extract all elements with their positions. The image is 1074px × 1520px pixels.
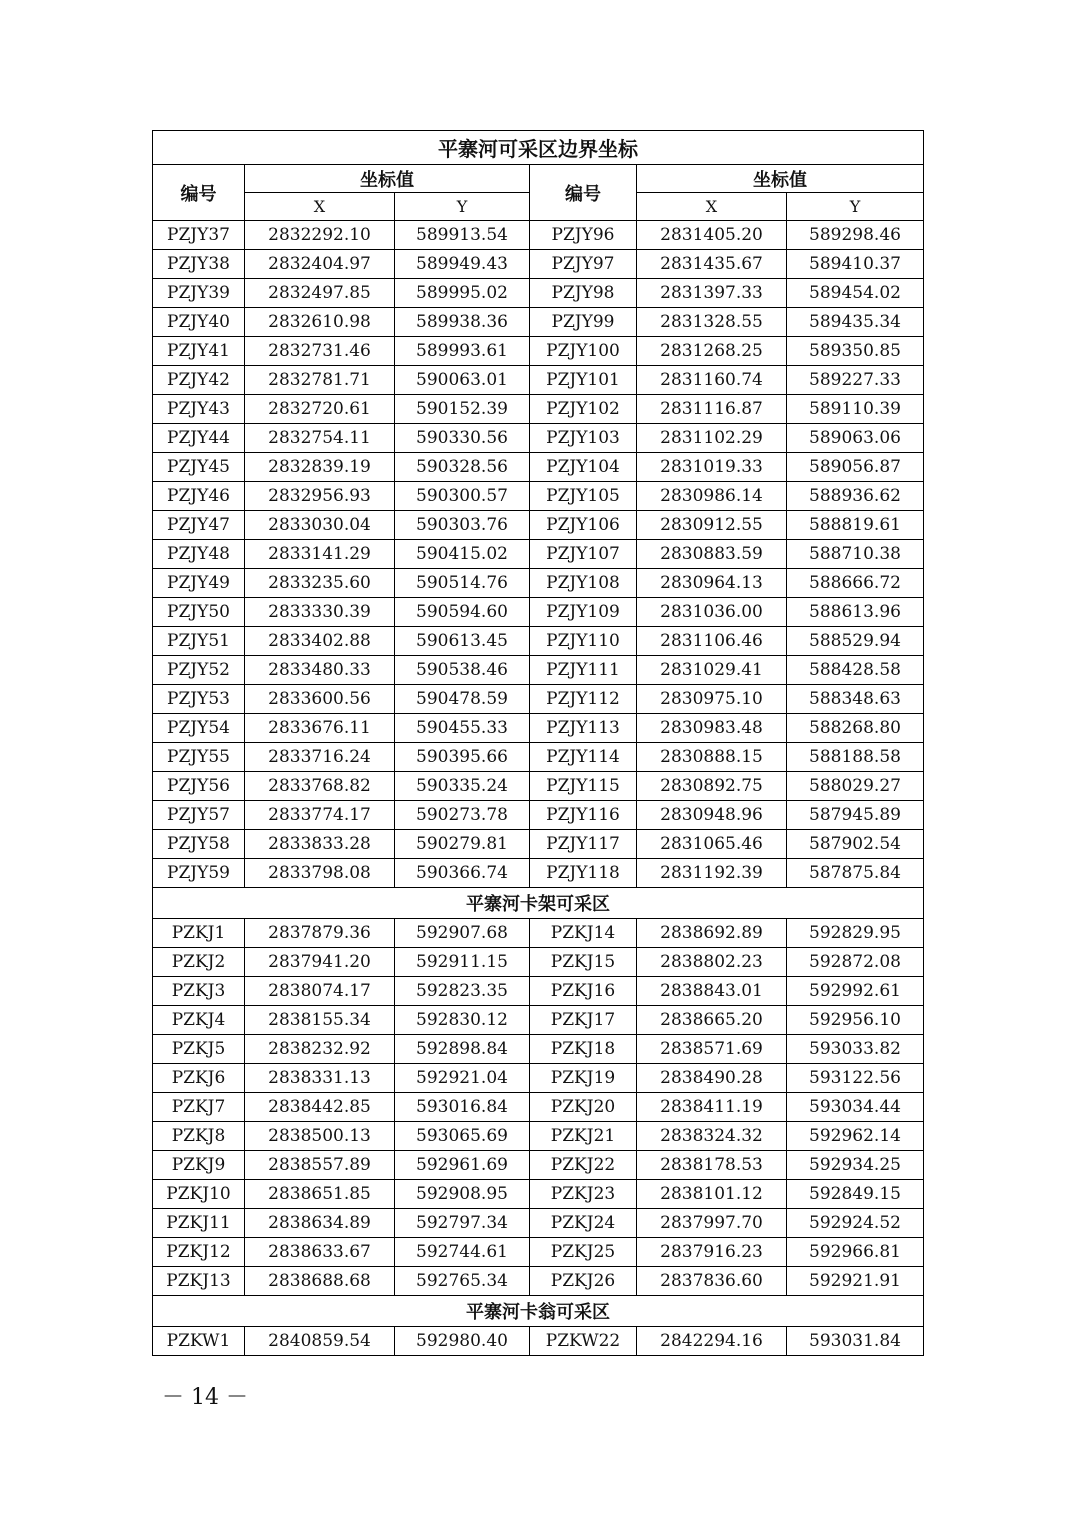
x-value: 2832839.19 — [245, 453, 395, 482]
point-id: PZJY116 — [530, 801, 637, 830]
x-value: 2832497.85 — [245, 279, 395, 308]
y-value: 592924.52 — [787, 1209, 924, 1238]
x-value: 2838692.89 — [637, 919, 787, 948]
point-id: PZJY56 — [153, 772, 245, 801]
x-value: 2831065.46 — [637, 830, 787, 859]
table-row — [153, 540, 924, 569]
y-value: 590152.39 — [395, 395, 530, 424]
point-id: PZJY111 — [530, 656, 637, 685]
point-id: PZJY52 — [153, 656, 245, 685]
y-value: 592872.08 — [787, 948, 924, 977]
point-id: PZJY97 — [530, 250, 637, 279]
x-value: 2832731.46 — [245, 337, 395, 366]
section-header-row — [153, 1296, 924, 1327]
x-value: 2838232.92 — [245, 1035, 395, 1064]
x-value: 2838688.68 — [245, 1267, 395, 1296]
point-id: PZJY57 — [153, 801, 245, 830]
x-value: 2838571.69 — [637, 1035, 787, 1064]
point-id: PZKW1 — [153, 1327, 245, 1356]
table-row — [153, 598, 924, 627]
y-value: 587945.89 — [787, 801, 924, 830]
x-value: 2831435.67 — [637, 250, 787, 279]
y-value: 589227.33 — [787, 366, 924, 395]
x-value: 2833716.24 — [245, 743, 395, 772]
x-value: 2830912.55 — [637, 511, 787, 540]
y-value: 590366.74 — [395, 859, 530, 888]
y-value: 589938.36 — [395, 308, 530, 337]
table-row — [153, 627, 924, 656]
table-row — [153, 453, 924, 482]
x-value: 2838101.12 — [637, 1180, 787, 1209]
x-value: 2837997.70 — [637, 1209, 787, 1238]
section-title: 平寨河卡翁可采区 — [153, 1296, 924, 1327]
x-value: 2838490.28 — [637, 1064, 787, 1093]
y-value: 588029.27 — [787, 772, 924, 801]
point-id: PZKJ4 — [153, 1006, 245, 1035]
point-id: PZJY102 — [530, 395, 637, 424]
y-value: 588936.62 — [787, 482, 924, 511]
point-id: PZKJ3 — [153, 977, 245, 1006]
point-id: PZJY51 — [153, 627, 245, 656]
point-id: PZJY104 — [530, 453, 637, 482]
x-value: 2838324.32 — [637, 1122, 787, 1151]
table-row — [153, 1122, 924, 1151]
header-x-right: X — [637, 193, 787, 221]
table-row — [153, 366, 924, 395]
y-value: 588348.63 — [787, 685, 924, 714]
table-row — [153, 424, 924, 453]
point-id: PZKJ8 — [153, 1122, 245, 1151]
y-value: 593065.69 — [395, 1122, 530, 1151]
point-id: PZKJ22 — [530, 1151, 637, 1180]
y-value: 592849.15 — [787, 1180, 924, 1209]
point-id: PZKJ7 — [153, 1093, 245, 1122]
y-value: 590613.45 — [395, 627, 530, 656]
y-value: 590594.60 — [395, 598, 530, 627]
point-id: PZJY109 — [530, 598, 637, 627]
x-value: 2831029.41 — [637, 656, 787, 685]
table-row — [153, 1238, 924, 1267]
y-value: 592980.40 — [395, 1327, 530, 1356]
y-value: 589913.54 — [395, 221, 530, 250]
table-row — [153, 1327, 924, 1356]
point-id: PZKJ26 — [530, 1267, 637, 1296]
point-id: PZJY44 — [153, 424, 245, 453]
table-row — [153, 743, 924, 772]
point-id: PZJY37 — [153, 221, 245, 250]
y-value: 588529.94 — [787, 627, 924, 656]
y-value: 587902.54 — [787, 830, 924, 859]
x-value: 2831106.46 — [637, 627, 787, 656]
x-value: 2830948.96 — [637, 801, 787, 830]
x-value: 2831328.55 — [637, 308, 787, 337]
y-value: 593031.84 — [787, 1327, 924, 1356]
point-id: PZKJ14 — [530, 919, 637, 948]
y-value: 590303.76 — [395, 511, 530, 540]
x-value: 2832781.71 — [245, 366, 395, 395]
x-value: 2832720.61 — [245, 395, 395, 424]
table-row — [153, 569, 924, 598]
x-value: 2830986.14 — [637, 482, 787, 511]
point-id: PZKJ1 — [153, 919, 245, 948]
table-row — [153, 1006, 924, 1035]
table-row — [153, 221, 924, 250]
table-row — [153, 685, 924, 714]
point-id: PZKJ15 — [530, 948, 637, 977]
x-value: 2830964.13 — [637, 569, 787, 598]
table-row — [153, 1151, 924, 1180]
x-value: 2832956.93 — [245, 482, 395, 511]
y-value: 589435.34 — [787, 308, 924, 337]
header-id-left: 编号 — [153, 165, 245, 221]
table-row — [153, 801, 924, 830]
point-id: PZJY47 — [153, 511, 245, 540]
x-value: 2837879.36 — [245, 919, 395, 948]
point-id: PZKJ24 — [530, 1209, 637, 1238]
y-value: 587875.84 — [787, 859, 924, 888]
coordinates-table — [152, 130, 924, 1356]
table-row — [153, 395, 924, 424]
x-value: 2831405.20 — [637, 221, 787, 250]
x-value: 2833235.60 — [245, 569, 395, 598]
table-row — [153, 1093, 924, 1122]
x-value: 2833768.82 — [245, 772, 395, 801]
y-value: 592907.68 — [395, 919, 530, 948]
y-value: 592829.95 — [787, 919, 924, 948]
point-id: PZJY99 — [530, 308, 637, 337]
section-title: 平寨河卡架可采区 — [153, 888, 924, 919]
point-id: PZKW22 — [530, 1327, 637, 1356]
table-row — [153, 772, 924, 801]
point-id: PZJY55 — [153, 743, 245, 772]
x-value: 2831036.00 — [637, 598, 787, 627]
table-row — [153, 1267, 924, 1296]
x-value: 2838411.19 — [637, 1093, 787, 1122]
y-value: 593034.44 — [787, 1093, 924, 1122]
x-value: 2833480.33 — [245, 656, 395, 685]
table-row — [153, 977, 924, 1006]
y-value: 592898.84 — [395, 1035, 530, 1064]
point-id: PZJY41 — [153, 337, 245, 366]
point-id: PZJY106 — [530, 511, 637, 540]
table-row — [153, 511, 924, 540]
table-row — [153, 656, 924, 685]
point-id: PZKJ16 — [530, 977, 637, 1006]
x-value: 2838843.01 — [637, 977, 787, 1006]
x-value: 2838155.34 — [245, 1006, 395, 1035]
y-value: 590395.66 — [395, 743, 530, 772]
point-id: PZJY43 — [153, 395, 245, 424]
y-value: 590273.78 — [395, 801, 530, 830]
y-value: 590279.81 — [395, 830, 530, 859]
header-coords-right: 坐标值 — [637, 165, 924, 193]
header-y-left: Y — [395, 193, 530, 221]
point-id: PZJY45 — [153, 453, 245, 482]
point-id: PZKJ23 — [530, 1180, 637, 1209]
y-value: 590538.46 — [395, 656, 530, 685]
table-row — [153, 250, 924, 279]
x-value: 2833676.11 — [245, 714, 395, 743]
table-row — [153, 714, 924, 743]
x-value: 2831192.39 — [637, 859, 787, 888]
point-id: PZKJ17 — [530, 1006, 637, 1035]
x-value: 2838500.13 — [245, 1122, 395, 1151]
y-value: 588428.58 — [787, 656, 924, 685]
point-id: PZJY50 — [153, 598, 245, 627]
y-value: 589056.87 — [787, 453, 924, 482]
x-value: 2831102.29 — [637, 424, 787, 453]
x-value: 2838442.85 — [245, 1093, 395, 1122]
point-id: PZJY42 — [153, 366, 245, 395]
x-value: 2830883.59 — [637, 540, 787, 569]
point-id: PZKJ19 — [530, 1064, 637, 1093]
y-value: 593033.82 — [787, 1035, 924, 1064]
x-value: 2833798.08 — [245, 859, 395, 888]
point-id: PZJY108 — [530, 569, 637, 598]
table-row — [153, 1209, 924, 1238]
y-value: 592823.35 — [395, 977, 530, 1006]
x-value: 2833402.88 — [245, 627, 395, 656]
y-value: 592744.61 — [395, 1238, 530, 1267]
point-id: PZKJ2 — [153, 948, 245, 977]
point-id: PZKJ11 — [153, 1209, 245, 1238]
point-id: PZKJ21 — [530, 1122, 637, 1151]
table-row — [153, 830, 924, 859]
table-row — [153, 1064, 924, 1093]
table-row — [153, 948, 924, 977]
point-id: PZJY114 — [530, 743, 637, 772]
x-value: 2838634.89 — [245, 1209, 395, 1238]
y-value: 593122.56 — [787, 1064, 924, 1093]
x-value: 2838074.17 — [245, 977, 395, 1006]
x-value: 2837941.20 — [245, 948, 395, 977]
point-id: PZJY39 — [153, 279, 245, 308]
y-value: 592911.15 — [395, 948, 530, 977]
x-value: 2838331.13 — [245, 1064, 395, 1093]
point-id: PZJY100 — [530, 337, 637, 366]
point-id: PZJY117 — [530, 830, 637, 859]
point-id: PZKJ13 — [153, 1267, 245, 1296]
point-id: PZJY98 — [530, 279, 637, 308]
x-value: 2838633.67 — [245, 1238, 395, 1267]
y-value: 592961.69 — [395, 1151, 530, 1180]
point-id: PZJY38 — [153, 250, 245, 279]
y-value: 590330.56 — [395, 424, 530, 453]
point-id: PZJY54 — [153, 714, 245, 743]
x-value: 2830983.48 — [637, 714, 787, 743]
x-value: 2830892.75 — [637, 772, 787, 801]
y-value: 588268.80 — [787, 714, 924, 743]
table-row — [153, 308, 924, 337]
header-coords-left: 坐标值 — [245, 165, 530, 193]
point-id: PZKJ10 — [153, 1180, 245, 1209]
x-value: 2833141.29 — [245, 540, 395, 569]
y-value: 589063.06 — [787, 424, 924, 453]
x-value: 2832610.98 — [245, 308, 395, 337]
point-id: PZJY58 — [153, 830, 245, 859]
x-value: 2840859.54 — [245, 1327, 395, 1356]
y-value: 589995.02 — [395, 279, 530, 308]
point-id: PZJY110 — [530, 627, 637, 656]
x-value: 2831019.33 — [637, 453, 787, 482]
x-value: 2838178.53 — [637, 1151, 787, 1180]
header-id-right: 编号 — [530, 165, 637, 221]
point-id: PZJY113 — [530, 714, 637, 743]
y-value: 590415.02 — [395, 540, 530, 569]
x-value: 2837836.60 — [637, 1267, 787, 1296]
x-value: 2831116.87 — [637, 395, 787, 424]
point-id: PZJY112 — [530, 685, 637, 714]
y-value: 592992.61 — [787, 977, 924, 1006]
point-id: PZJY101 — [530, 366, 637, 395]
y-value: 589454.02 — [787, 279, 924, 308]
table-title: 平寨河可采区边界坐标 — [153, 131, 924, 165]
x-value: 2837916.23 — [637, 1238, 787, 1267]
page-number: － 14 － — [162, 1385, 248, 1410]
x-value: 2832754.11 — [245, 424, 395, 453]
table-row — [153, 279, 924, 308]
point-id: PZJY59 — [153, 859, 245, 888]
x-value: 2842294.16 — [637, 1327, 787, 1356]
y-value: 592765.34 — [395, 1267, 530, 1296]
y-value: 590478.59 — [395, 685, 530, 714]
point-id: PZKJ18 — [530, 1035, 637, 1064]
point-id: PZJY115 — [530, 772, 637, 801]
point-id: PZKJ12 — [153, 1238, 245, 1267]
y-value: 588710.38 — [787, 540, 924, 569]
x-value: 2832404.97 — [245, 250, 395, 279]
point-id: PZJY96 — [530, 221, 637, 250]
x-value: 2838557.89 — [245, 1151, 395, 1180]
y-value: 589298.46 — [787, 221, 924, 250]
point-id: PZJY49 — [153, 569, 245, 598]
y-value: 589110.39 — [787, 395, 924, 424]
point-id: PZKJ25 — [530, 1238, 637, 1267]
point-id: PZJY107 — [530, 540, 637, 569]
x-value: 2833833.28 — [245, 830, 395, 859]
x-value: 2833030.04 — [245, 511, 395, 540]
x-value: 2838802.23 — [637, 948, 787, 977]
point-id: PZJY46 — [153, 482, 245, 511]
y-value: 588666.72 — [787, 569, 924, 598]
section-header-row — [153, 888, 924, 919]
table-row — [153, 482, 924, 511]
point-id: PZJY48 — [153, 540, 245, 569]
table-row — [153, 1035, 924, 1064]
x-value: 2838651.85 — [245, 1180, 395, 1209]
y-value: 590300.57 — [395, 482, 530, 511]
y-value: 592956.10 — [787, 1006, 924, 1035]
y-value: 592908.95 — [395, 1180, 530, 1209]
y-value: 589993.61 — [395, 337, 530, 366]
table-row — [153, 919, 924, 948]
x-value: 2833774.17 — [245, 801, 395, 830]
point-id: PZKJ6 — [153, 1064, 245, 1093]
x-value: 2832292.10 — [245, 221, 395, 250]
y-value: 592830.12 — [395, 1006, 530, 1035]
x-value: 2838665.20 — [637, 1006, 787, 1035]
header-y-right: Y — [787, 193, 924, 221]
y-value: 589350.85 — [787, 337, 924, 366]
y-value: 592797.34 — [395, 1209, 530, 1238]
y-value: 593016.84 — [395, 1093, 530, 1122]
point-id: PZJY103 — [530, 424, 637, 453]
x-value: 2831160.74 — [637, 366, 787, 395]
y-value: 590328.56 — [395, 453, 530, 482]
table-row — [153, 859, 924, 888]
y-value: 592921.04 — [395, 1064, 530, 1093]
point-id: PZJY40 — [153, 308, 245, 337]
y-value: 588188.58 — [787, 743, 924, 772]
point-id: PZKJ9 — [153, 1151, 245, 1180]
point-id: PZJY53 — [153, 685, 245, 714]
point-id: PZKJ20 — [530, 1093, 637, 1122]
y-value: 589949.43 — [395, 250, 530, 279]
y-value: 590514.76 — [395, 569, 530, 598]
y-value: 592934.25 — [787, 1151, 924, 1180]
y-value: 592921.91 — [787, 1267, 924, 1296]
point-id: PZJY118 — [530, 859, 637, 888]
table-row — [153, 1180, 924, 1209]
y-value: 592962.14 — [787, 1122, 924, 1151]
y-value: 590455.33 — [395, 714, 530, 743]
x-value: 2830888.15 — [637, 743, 787, 772]
y-value: 588613.96 — [787, 598, 924, 627]
y-value: 589410.37 — [787, 250, 924, 279]
point-id: PZKJ5 — [153, 1035, 245, 1064]
y-value: 590063.01 — [395, 366, 530, 395]
header-x-left: X — [245, 193, 395, 221]
x-value: 2833600.56 — [245, 685, 395, 714]
y-value: 588819.61 — [787, 511, 924, 540]
x-value: 2831268.25 — [637, 337, 787, 366]
x-value: 2830975.10 — [637, 685, 787, 714]
y-value: 592966.81 — [787, 1238, 924, 1267]
table-row — [153, 337, 924, 366]
x-value: 2833330.39 — [245, 598, 395, 627]
y-value: 590335.24 — [395, 772, 530, 801]
x-value: 2831397.33 — [637, 279, 787, 308]
point-id: PZJY105 — [530, 482, 637, 511]
